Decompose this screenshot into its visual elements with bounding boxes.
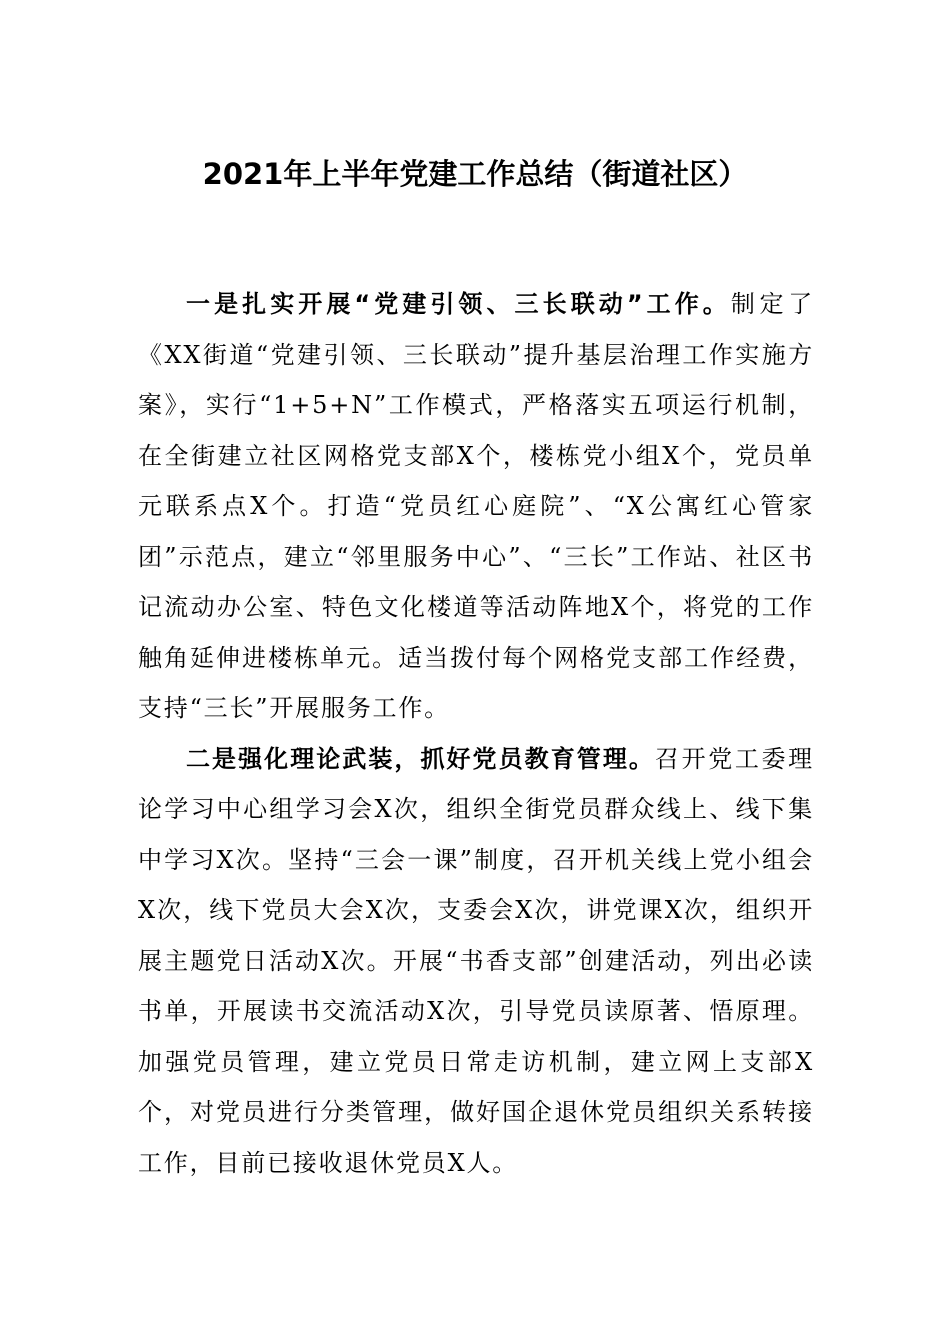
paragraph-theory-education [138, 734, 814, 1189]
paragraph-body: 召开党工委理论学习中心组学习会X次，组织全街党员群众线上、线下集中学习X次。坚持“三会一课”制度，召开机关线上党小组会X次，线下党员大会X次，支委会X次，讲党课X次，组织开展主题党日活动X次。开展“书香支部”创建活动，列出必读书单，开展读书交流活动X次，引导党员读原著、悟原理。加强党员管理，建立党员日常走访机制，建立网上支部X个，对党员进行分类管理，做好国企退休党员组织关系转接工作，目前已接收退休党员X人。 [138, 744, 814, 1177]
document-title: 2021年上半年党建工作总结（街道社区） [202, 157, 748, 191]
paragraph-body: 制定了《XX街道“党建引领、三长联动”提升基层治理工作实施方案》，实行“1+5+N”工作模式，严格落实五项运行机制，在全街建立社区网格党支部X个，楼栋党小组X个，党员单元联系点X个。打造“党员红心庭院”、“X公寓红心管家团”示范点，建立“邻里服务中心”、“三长”工作站、社区书记流动办公室、特色文化楼道等活动阵地X个，将党的工作触角延伸进楼栋单元。适当拨付每个网格党支部工作经费，支持“三长”开展服务工作。 [138, 290, 815, 722]
paragraph-party-leadership [138, 279, 814, 734]
document-body [138, 279, 814, 1188]
paragraph-lead: 一是扎实开展“党建引领、三长联动”工作。 [186, 290, 731, 318]
paragraph-lead: 二是强化理论武装，抓好党员教育管理。 [186, 744, 655, 773]
